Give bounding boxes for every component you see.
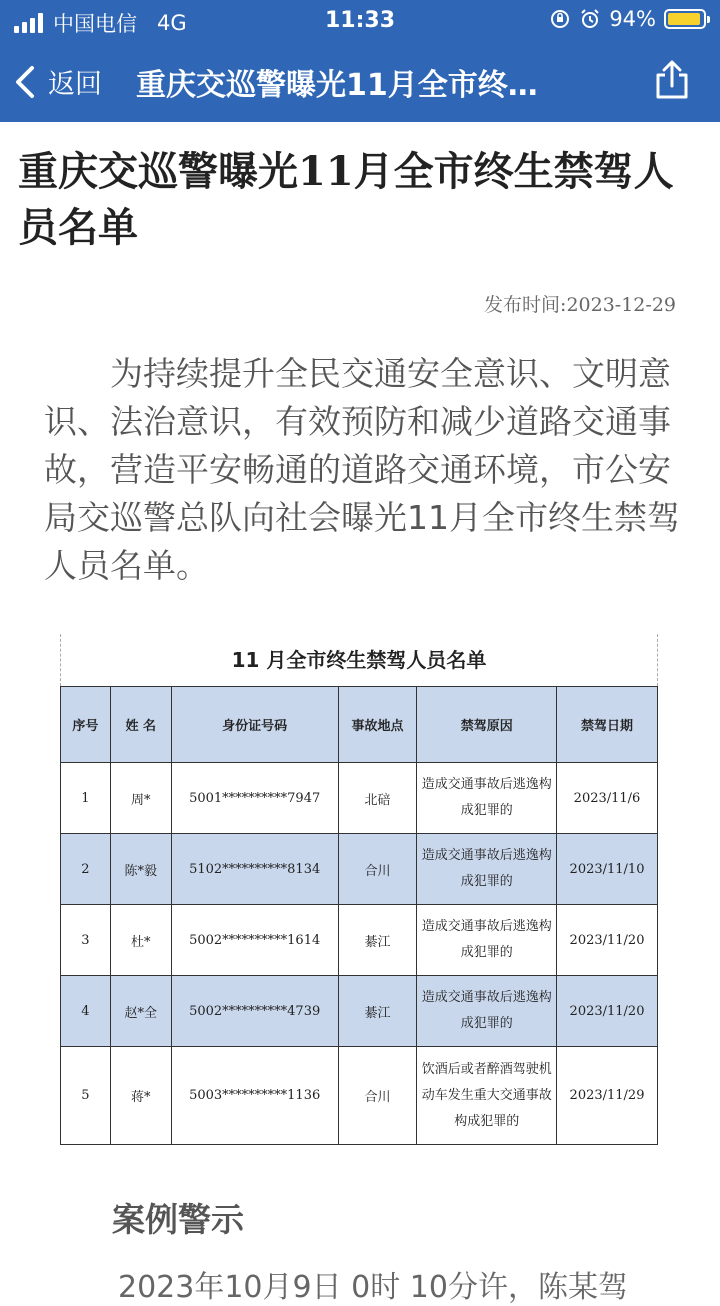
status-bar <box>0 0 720 40</box>
section-heading: 案例警示 <box>112 1200 244 1239</box>
row-id: 5003**********1136 <box>171 1047 338 1145</box>
row-date: 2023/11/20 <box>557 976 658 1047</box>
status-right <box>549 7 706 31</box>
row-reason: 饮酒后或者醉酒驾驶机动车发生重大交通事故构成犯罪的 <box>417 1047 557 1145</box>
row-name: 蒋* <box>110 1047 171 1145</box>
table-row <box>61 763 658 834</box>
row-date: 2023/11/29 <box>557 1047 658 1145</box>
row-number: 1 <box>61 763 111 834</box>
row-reason: 造成交通事故后逃逸构成犯罪的 <box>417 905 557 976</box>
top-bar <box>0 0 720 122</box>
ban-list-table-image <box>60 634 658 1145</box>
row-number: 5 <box>61 1047 111 1145</box>
row-name: 杜* <box>110 905 171 976</box>
back-button[interactable] <box>14 62 102 101</box>
header-cell: 事故地点 <box>338 687 417 763</box>
back-label: 返回 <box>48 69 102 100</box>
row-place: 北碚 <box>338 763 417 834</box>
battery-percent: 94% <box>609 7 656 31</box>
row-place: 合川 <box>338 834 417 905</box>
row-number: 2 <box>61 834 111 905</box>
header-cell: 身份证号码 <box>171 687 338 763</box>
publish-date: 发布时间:2023-12-29 <box>484 294 676 316</box>
row-reason: 造成交通事故后逃逸构成犯罪的 <box>417 834 557 905</box>
ban-list-table <box>60 686 658 1145</box>
network-label: 4G <box>157 11 187 35</box>
header-cell: 禁驾原因 <box>417 687 557 763</box>
share-icon[interactable] <box>654 60 690 100</box>
row-name: 周* <box>110 763 171 834</box>
table-row <box>61 1047 658 1145</box>
row-number: 4 <box>61 976 111 1047</box>
nav-bar <box>0 40 720 122</box>
row-date: 2023/11/6 <box>557 763 658 834</box>
article-title: 重庆交巡警曝光11月全市终生禁驾人员名单 <box>18 148 674 251</box>
row-id: 5102**********8134 <box>171 834 338 905</box>
row-id: 5002**********4739 <box>171 976 338 1047</box>
row-place: 合川 <box>338 1047 417 1145</box>
table-row <box>61 976 658 1047</box>
table-header-row <box>61 687 658 763</box>
row-id: 5001**********7947 <box>171 763 338 834</box>
table-row <box>61 905 658 976</box>
row-date: 2023/11/20 <box>557 905 658 976</box>
row-reason: 造成交通事故后逃逸构成犯罪的 <box>417 976 557 1047</box>
header-cell: 姓 名 <box>110 687 171 763</box>
battery-fill <box>668 13 700 25</box>
row-place: 綦江 <box>338 976 417 1047</box>
row-date: 2023/11/10 <box>557 834 658 905</box>
section-first-line: 2023年10月9日 0时 10分许，陈某驾 <box>118 1270 628 1305</box>
status-time: 11:33 <box>324 8 396 33</box>
intro-paragraph: 为持续提升全民交通安全意识、文明意识、法治意识，有效预防和减少道路交通事故，营造平安畅通的道路交通环境，市公安局交巡警总队向社会曝光11月全市终生禁驾人员名单。 <box>44 354 680 585</box>
carrier-label: 中国电信 <box>53 12 137 36</box>
table-row <box>61 834 658 905</box>
rotation-lock-icon <box>549 8 571 30</box>
row-number: 3 <box>61 905 111 976</box>
nav-title: 重庆交巡警曝光11月全市终… <box>136 68 538 103</box>
row-id: 5002**********1614 <box>171 905 338 976</box>
back-chevron-icon <box>14 65 36 99</box>
header-cell: 禁驾日期 <box>557 687 658 763</box>
row-place: 綦江 <box>338 905 417 976</box>
header-cell: 序号 <box>61 687 111 763</box>
row-name: 赵*全 <box>110 976 171 1047</box>
row-reason: 造成交通事故后逃逸构成犯罪的 <box>417 763 557 834</box>
row-name: 陈*毅 <box>110 834 171 905</box>
battery-icon <box>664 9 706 29</box>
alarm-icon <box>579 8 601 30</box>
table-caption: 11 月全市终生禁驾人员名单 <box>60 634 658 686</box>
